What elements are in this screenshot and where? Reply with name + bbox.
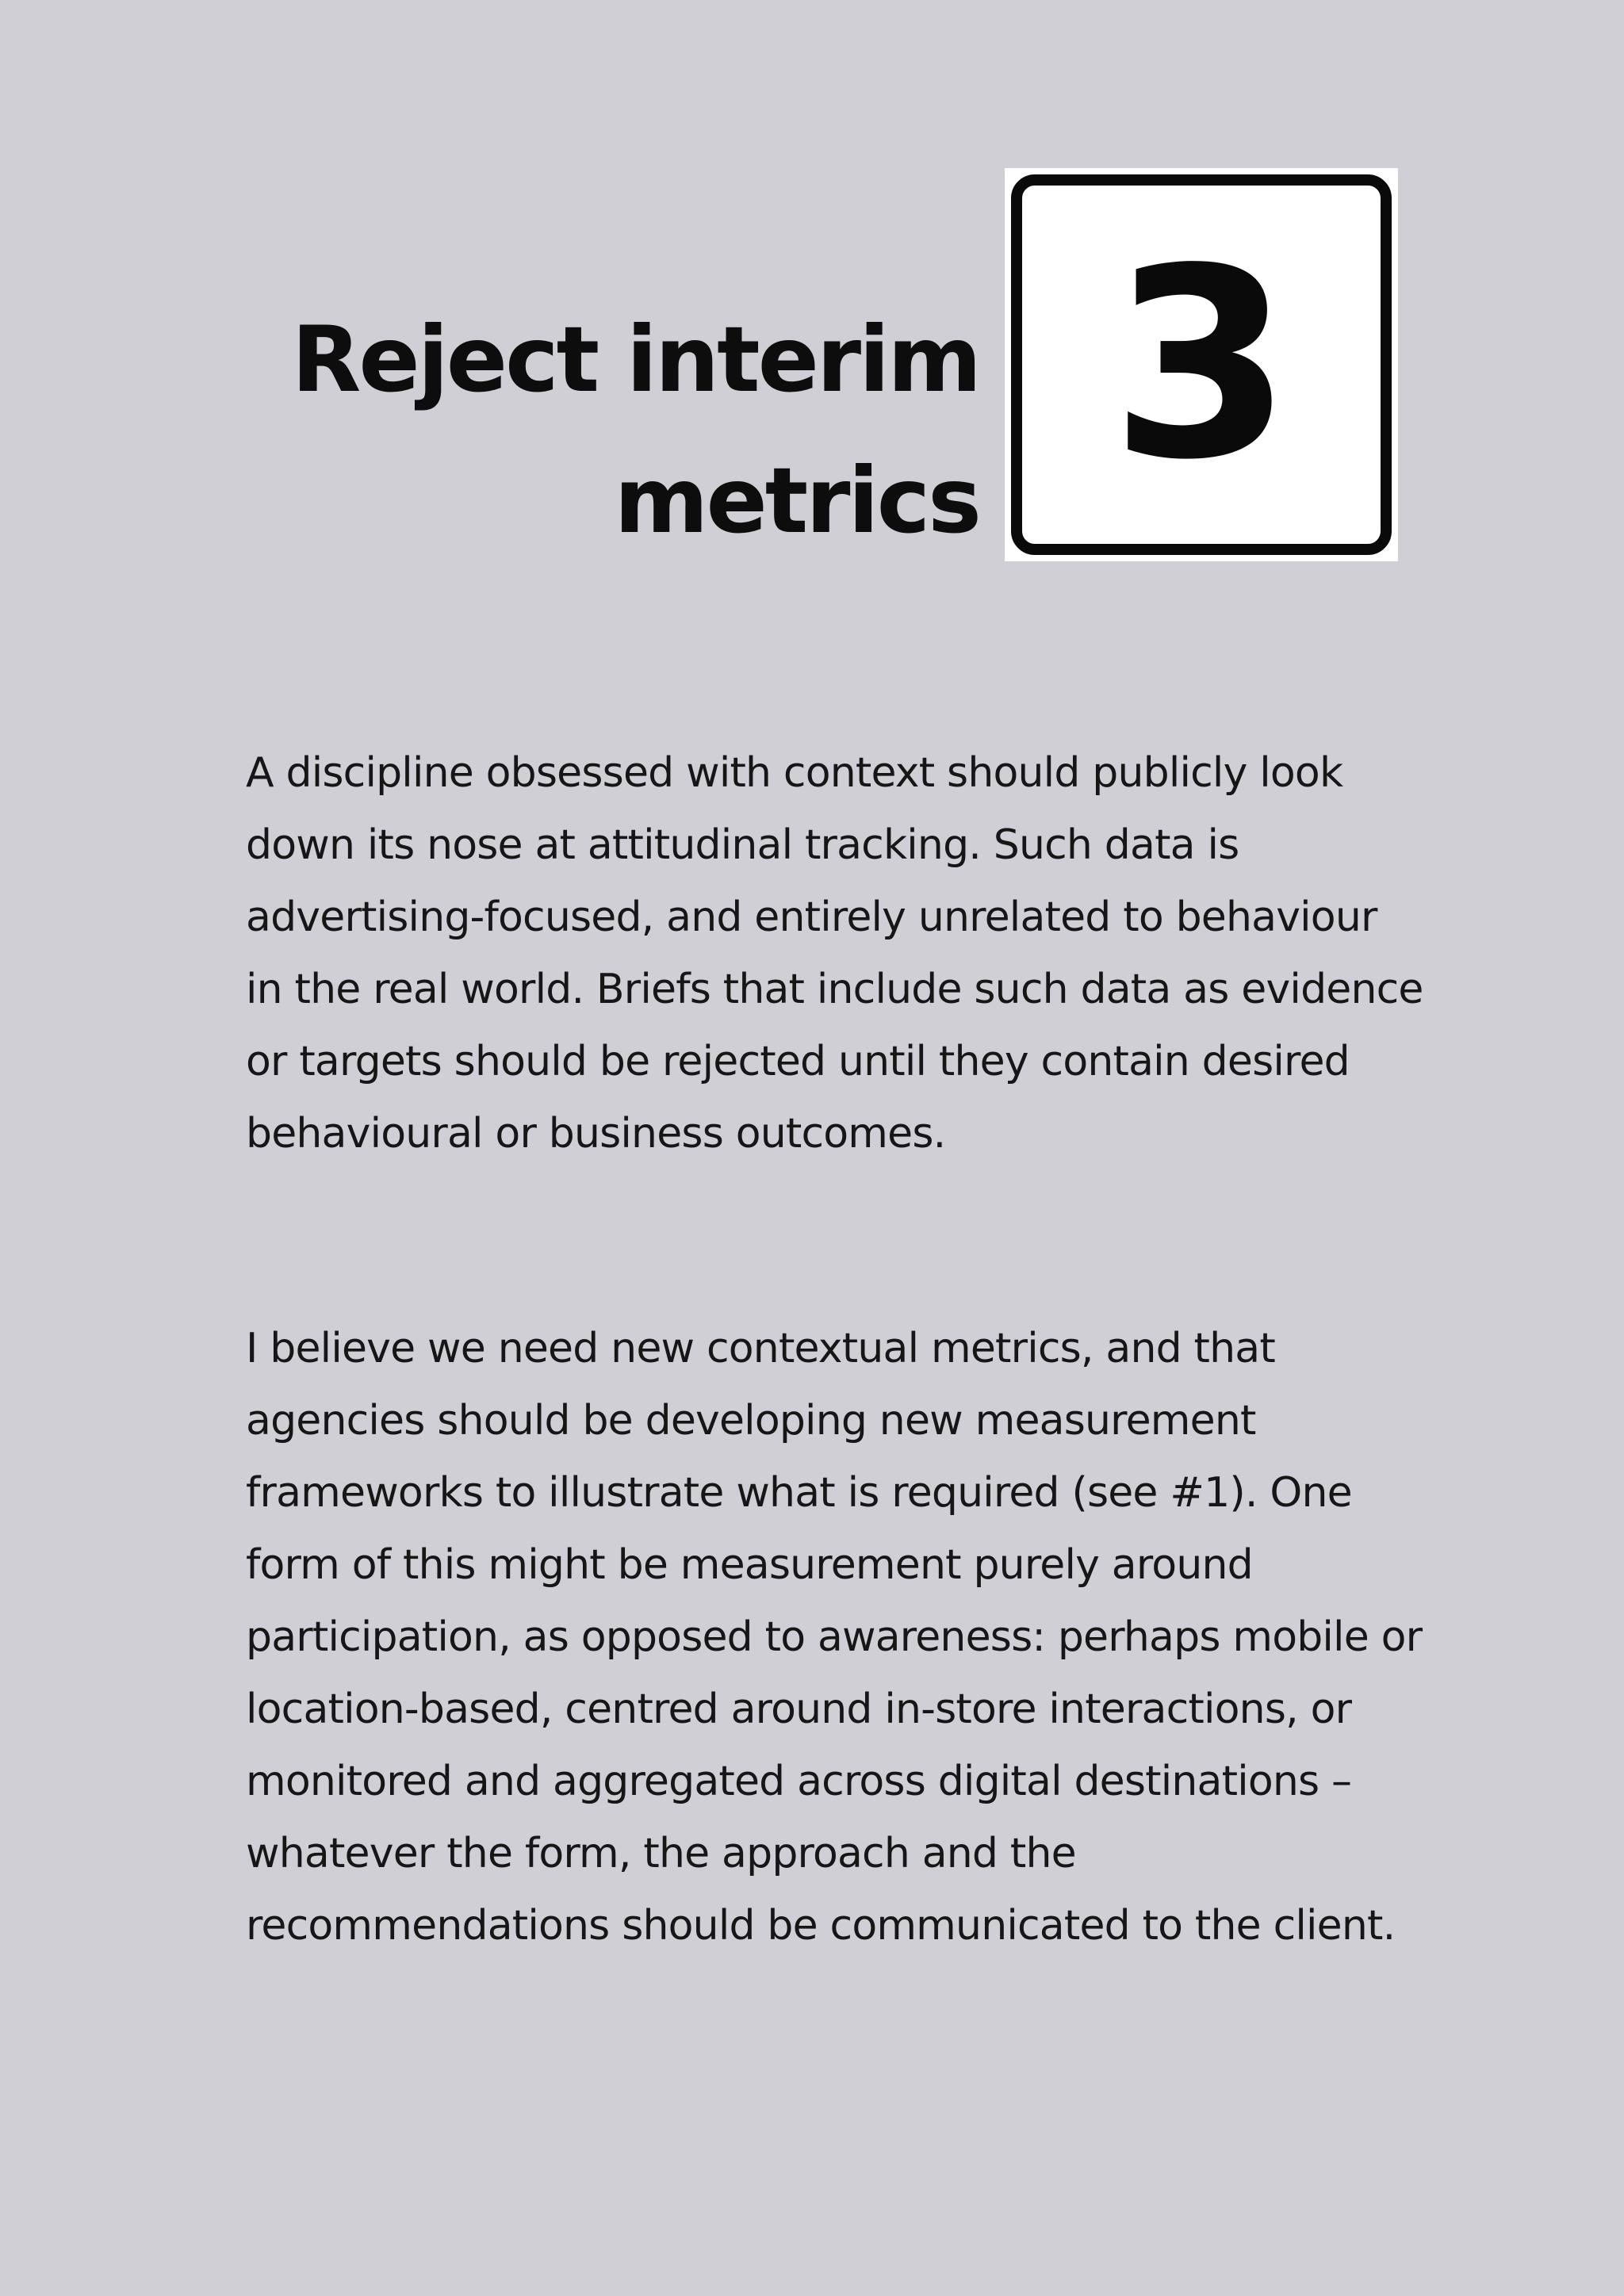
paragraph-line: I believe we need new contextual metrics, and that <box>246 1325 1275 1372</box>
page-title <box>238 289 979 572</box>
paragraph-line: whatever the form, the approach and the <box>246 1830 1076 1877</box>
paragraph-line: monitored and aggregated across digital destinations – <box>246 1758 1352 1805</box>
paragraph-1 <box>246 737 1435 1170</box>
paragraph-line: down its nose at attitudinal tracking. Such data is <box>246 821 1239 869</box>
paragraph-line: in the real world. Briefs that include such data as evidence <box>246 966 1423 1013</box>
paragraph-line: form of this might be measurement purely around <box>246 1541 1253 1589</box>
paragraph-line: advertising-focused, and entirely unrelated to behaviour <box>246 894 1377 941</box>
paragraph-line: or targets should be rejected until they contain desired <box>246 1038 1350 1085</box>
paragraph-line: frameworks to illustrate what is required (see #1). One <box>246 1469 1352 1517</box>
paragraph-2 <box>246 1313 1435 1962</box>
paragraph-line: agencies should be developing new measurement <box>246 1397 1256 1445</box>
paragraph-line: behavioural or business outcomes. <box>246 1110 946 1158</box>
title-line-2: metrics <box>614 448 979 553</box>
paragraph-line: recommendations should be communicated to the client. <box>246 1902 1396 1950</box>
number-3-sign-icon <box>1005 168 1398 561</box>
paragraph-line: A discipline obsessed with context should publicly look <box>246 749 1343 797</box>
paragraph-line: location-based, centred around in-store interactions, or <box>246 1686 1352 1733</box>
sign-number: 3 <box>1110 212 1293 517</box>
title-line-1: Reject interim <box>291 307 979 412</box>
paragraph-line: participation, as opposed to awareness: perhaps mobile or <box>246 1613 1423 1661</box>
